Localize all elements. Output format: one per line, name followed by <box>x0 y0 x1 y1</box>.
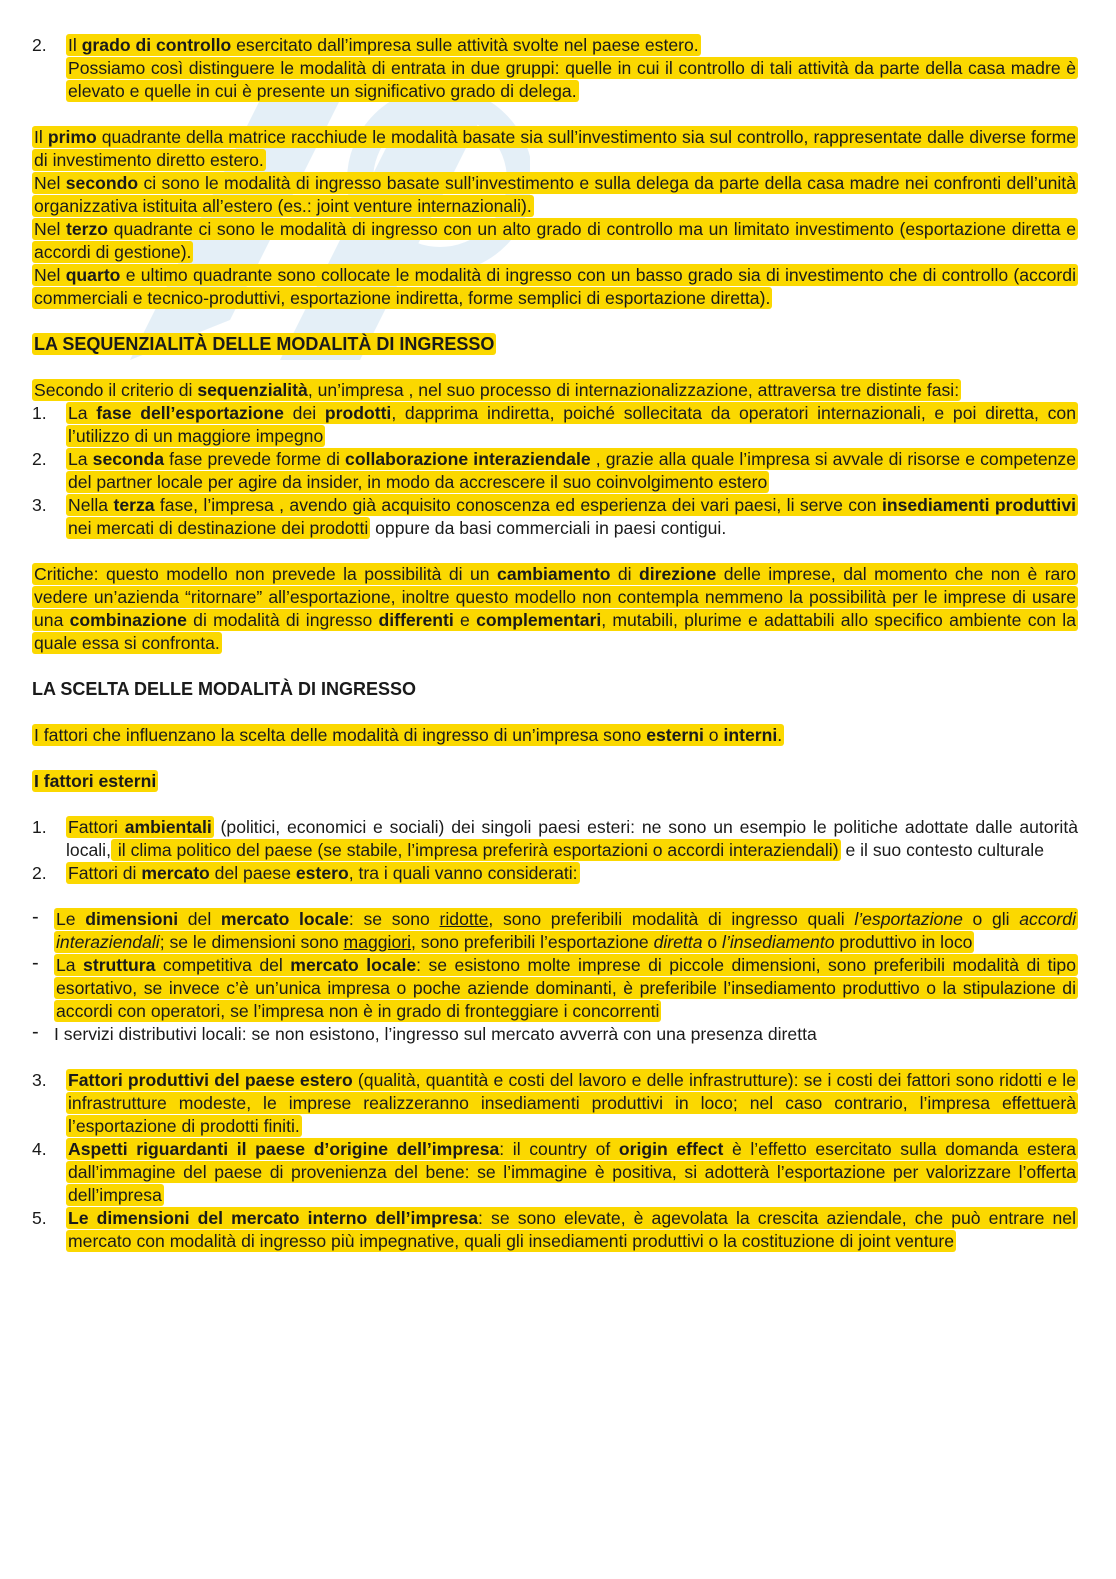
bold-term: I fattori esterni <box>34 771 157 791</box>
text: è l’effetto esercitato sulla domanda estera dall’immagine del paese di provenienza del bene: se l’immagine è positiva, si adotterà l’esportazione per valorizzare l’offerta dell’impresa <box>68 1139 1076 1205</box>
bold-term: estero <box>295 863 349 883</box>
list-item-phase-1 <box>32 402 1078 448</box>
text: il clima politico del paese (se stabile, l’impresa preferirà esportazioni o accordi interaziendali) <box>112 840 839 860</box>
bold-term: mercato <box>141 863 210 883</box>
text: I fattori che influenzano la scelta delle modalità di ingresso di un’impresa sono <box>34 725 647 745</box>
paragraph-seq-intro <box>32 379 1078 402</box>
text: del <box>178 909 221 929</box>
bold-term: complementari <box>476 610 602 630</box>
italic-term: l’insediamento <box>722 932 835 952</box>
text: esercitato dall’impresa sulle attività svolte nel paese estero. <box>231 35 699 55</box>
text: Fattori <box>68 817 125 837</box>
text: dei <box>283 403 325 423</box>
text: : se sono elevate, è agevolata la crescita aziendale, che può entrare nel mercato con modalità di ingresso più impegnative, quali gli insediamenti produttivi o la costituzione di joint venture <box>68 1208 1076 1251</box>
text: delle imprese, dal momento che non è raro vedere un’azienda “ritornare” all’esportazione, inoltre questo modello non contempla nemmeno la possibilità per le imprese di usare una <box>34 564 1076 630</box>
paragraph-critiques <box>32 563 1078 655</box>
bold-term: fase dell’esportazione <box>96 403 284 423</box>
paragraph-text: Possiamo così distinguere le modalità di entrata in due gruppi: quelle in cui il controllo di tali attività da parte della casa madre è elevato e quelle in cui è presente un significativo grado di delega. <box>68 58 1076 101</box>
bold-term: combinazione <box>69 610 187 630</box>
paragraph-quadrant-4 <box>32 264 1078 310</box>
underlined-term: ridotte <box>439 909 489 929</box>
bold-term: locale <box>366 955 417 975</box>
dash-item-market-size <box>32 908 1078 954</box>
dash-bullet: - <box>32 1021 39 1043</box>
text: e il suo contesto culturale <box>840 840 1044 860</box>
list-number: 4. <box>32 1139 47 1159</box>
bold-term: struttura <box>83 955 156 975</box>
italic-term: diretta <box>653 932 703 952</box>
text: : il country of <box>499 1139 619 1159</box>
text: . <box>777 725 783 745</box>
text: Nel <box>34 219 67 239</box>
bold-term: terzo <box>66 219 109 239</box>
text: La <box>68 449 93 469</box>
text: o <box>703 725 724 745</box>
subheading-external-factors <box>32 770 1078 793</box>
dash-bullet: - <box>32 906 39 928</box>
bold-term: prodotti <box>324 403 392 423</box>
bold-term: origin effect <box>618 1139 724 1159</box>
bold-term: quarto <box>65 265 121 285</box>
text: fase, l’impresa , avendo già acquisito conoscenza ed esperienza dei vari paesi, li serve con <box>154 495 882 515</box>
text: Fattori di <box>68 863 142 883</box>
text: : se esistono molte imprese di piccole dimensioni, sono preferibili modalità di tipo esortativo, se invece c’è un’unica impresa o poche aziende dominanti, è preferibile l’insediamento produttivo o la stipulazione di accordi con operatori, se l’impresa non è in grado di fronteggiare i concorrenti <box>56 955 1076 1021</box>
text: competitiva del <box>155 955 291 975</box>
list-number: 2. <box>32 449 47 469</box>
paragraph-quadrant-2 <box>32 172 1078 218</box>
list-item-phase-2 <box>32 448 1078 494</box>
text: Nella <box>68 495 114 515</box>
text: I servizi distributivi locali: se non esistono, l’ingresso sul mercato avverrà con una presenza diretta <box>54 1024 817 1044</box>
text: Secondo il criterio di <box>34 380 198 400</box>
bold-term: dimensioni <box>85 909 179 929</box>
text: Nel <box>34 173 66 193</box>
list-item-phase-3 <box>32 494 1078 540</box>
bold-term: mercato locale <box>220 909 349 929</box>
text: La <box>68 403 97 423</box>
text: Le <box>56 909 86 929</box>
list-number: 2. <box>32 35 47 55</box>
bold-term: Le dimensioni del mercato interno dell’impresa <box>68 1208 479 1228</box>
text: , sono preferibili modalità di ingresso quali <box>488 909 855 929</box>
italic-term: accordi interaziendali <box>56 909 1076 952</box>
list-item-production-factors <box>32 1069 1078 1138</box>
text: , sono preferibili l’esportazione <box>411 932 654 952</box>
bold-term: mercato <box>290 955 359 975</box>
list-item-origin-country <box>32 1138 1078 1207</box>
text: produttivo in loco <box>834 932 973 952</box>
text: e <box>453 610 477 630</box>
bold-term: seconda <box>92 449 165 469</box>
text: , dapprima indiretta, poiché sollecitata da operatori internazionali, e poi diretta, con l’utilizzo di un maggiore impegno <box>68 403 1076 446</box>
text: , mutabili, plurime e adattabili allo specifico ambiente con la quale essa si confronta. <box>34 610 1076 653</box>
text: (qualità, quantità e costi del lavoro e delle infrastrutture): se i costi dei fattori sono ridotti e le infrastrutture modeste, le imprese realizzeranno insediamenti produttivi in loco; nel caso contrario, l’impresa effettuerà l’esportazione di prodotti finiti. <box>68 1070 1076 1136</box>
text: oppure da basi commerciali in paesi contigui. <box>370 518 727 538</box>
text: nei mercati di destinazione dei prodotti <box>68 518 369 538</box>
bold-term: ambientali <box>124 817 212 837</box>
list-number: 1. <box>32 403 47 423</box>
text: o <box>702 932 723 952</box>
paragraph-quadrant-1 <box>32 126 1078 172</box>
underlined-term: maggiori <box>343 932 412 952</box>
list-number: 2. <box>32 863 47 883</box>
list-number: 5. <box>32 1208 47 1228</box>
bold-term: grado di controllo <box>81 35 232 55</box>
bold-term: collaborazione interaziendale <box>345 449 591 469</box>
bold-term: secondo <box>65 173 139 193</box>
text: , un’impresa , nel suo processo di internazionalizzazione, attraversa tre distinte fasi: <box>307 380 960 400</box>
list-number: 3. <box>32 1070 47 1090</box>
list-number: 1. <box>32 817 47 837</box>
text: e ultimo quadrante sono collocate le modalità di ingresso con un basso grado sia di investimento che di controllo (accordi commerciali e tecnico-produttivi, esportazione indiretta, forme semplici di esportazione diretta). <box>34 265 1076 308</box>
text: Il <box>34 127 48 147</box>
list-item-market-factors <box>32 862 1078 885</box>
bold-term: sequenzialità <box>197 380 308 400</box>
bold-term: direzione <box>639 564 717 584</box>
paragraph-quadrant-3 <box>32 218 1078 264</box>
bold-term: Fattori produttivi del paese estero <box>68 1070 353 1090</box>
list-item-control-degree <box>32 34 1078 103</box>
dash-item-distribution-services <box>32 1023 1078 1046</box>
text: , grazie alla quale l’impresa si avvale di risorse e competenze del partner locale per agire da insider, in modo da accrescere il suo coinvolgimento estero <box>68 449 1076 492</box>
text: Critiche: questo modello non prevede la possibilità di un <box>34 564 498 584</box>
text: (politici, economici e sociali) dei singoli paesi esteri: ne sono un esempio le politiche adottate dalle autorità locali, <box>66 817 1079 860</box>
section-heading-choice: LA SCELTA DELLE MODALITÀ DI INGRESSO <box>32 679 416 699</box>
bold-term: primo <box>47 127 97 147</box>
text: Il <box>68 35 82 55</box>
text: o gli <box>962 909 1020 929</box>
dash-item-competitive-structure <box>32 954 1078 1023</box>
bold-term: interni <box>723 725 778 745</box>
bold-term: insediamenti produttivi <box>881 495 1076 515</box>
list-item-domestic-market <box>32 1207 1078 1253</box>
text: ci sono le modalità di ingresso basate sull’investimento e sulla delega da parte della casa madre nei confronti dell’unità organizzativa istituita all’estero (es.: joint venture internazionali). <box>34 173 1076 216</box>
list-number: 3. <box>32 495 47 515</box>
text: : se sono <box>348 909 440 929</box>
text: , tra i quali vanno considerati: <box>348 863 578 883</box>
text: fase prevede forme di <box>164 449 346 469</box>
text: Nel <box>34 265 66 285</box>
text: quadrante della matrice racchiude le modalità basate sia sull’investimento sia sul controllo, rappresentate dalle diverse forme di investimento diretto estero. <box>34 127 1077 170</box>
bold-term: differenti <box>378 610 454 630</box>
dash-bullet: - <box>32 952 39 974</box>
text: La <box>56 955 84 975</box>
bold-term: cambiamento <box>497 564 611 584</box>
text: di modalità di ingresso <box>186 610 379 630</box>
bold-term: esterni <box>646 725 704 745</box>
paragraph-choice-intro <box>32 724 1078 747</box>
bold-term: Aspetti riguardanti il paese d’origine dell’impresa <box>68 1139 500 1159</box>
text: quadrante ci sono le modalità di ingresso con un alto grado di controllo ma un limitato investimento (esportazione diretta e accordi di gestione). <box>34 219 1076 262</box>
text: di <box>610 564 640 584</box>
heading-text: LA SEQUENZIALITÀ DELLE MODALITÀ DI INGRESSO <box>34 334 495 354</box>
section-heading-sequentiality <box>32 333 1078 356</box>
italic-term: l’esportazione <box>854 909 963 929</box>
text: del paese <box>209 863 296 883</box>
text: ; se le dimensioni sono <box>159 932 344 952</box>
document-page <box>32 34 1078 1253</box>
list-item-environmental-factors <box>32 816 1078 862</box>
bold-term: terza <box>113 495 155 515</box>
